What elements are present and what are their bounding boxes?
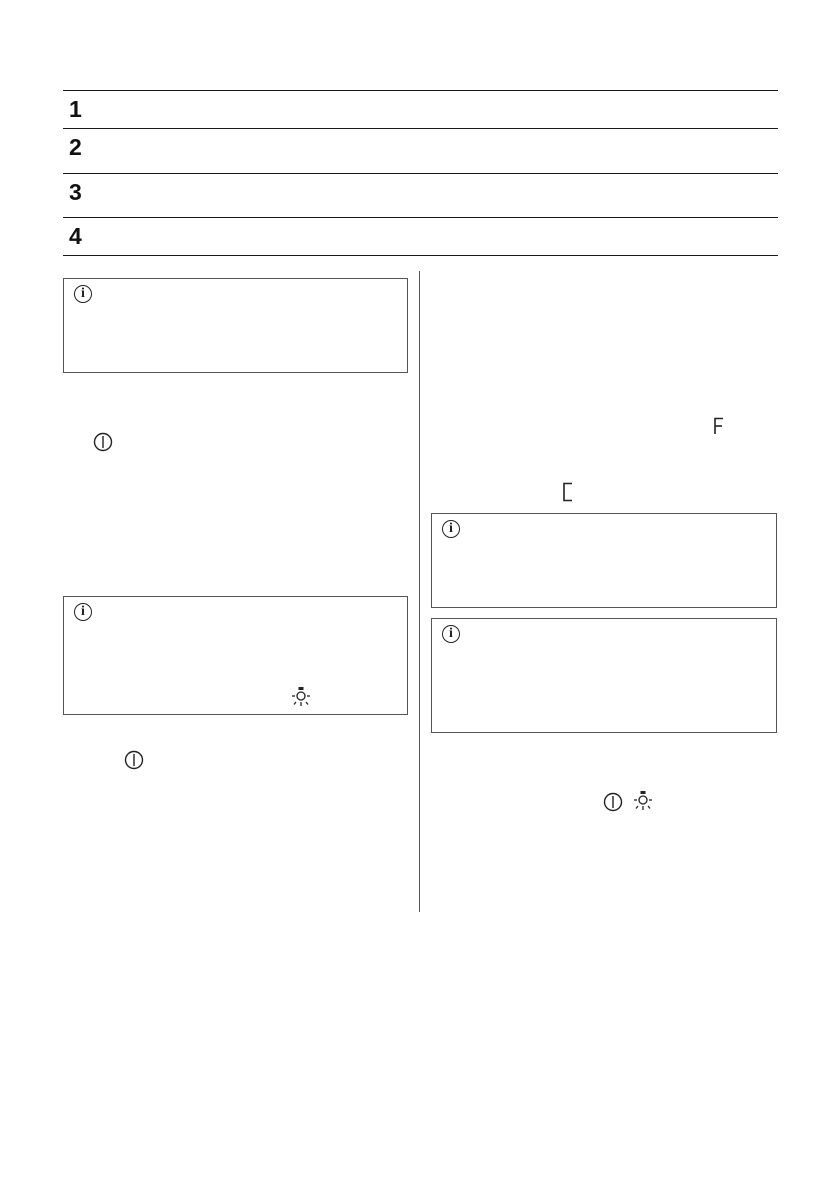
- info-note: [431, 618, 777, 733]
- row-number: 2: [69, 134, 82, 160]
- power-icon: [93, 432, 113, 452]
- info-icon: i: [442, 625, 460, 643]
- table-row: [63, 217, 778, 256]
- row-number: 1: [69, 96, 82, 122]
- info-note: [63, 278, 408, 373]
- table-row: [63, 128, 778, 173]
- table-row: [63, 90, 778, 128]
- power-icon: [603, 792, 623, 812]
- info-icon: i: [442, 520, 460, 538]
- row-number: 3: [69, 179, 82, 205]
- display-f-symbol: [713, 417, 725, 435]
- light-icon: [632, 790, 654, 812]
- row-number: 4: [69, 223, 82, 249]
- info-icon: i: [74, 603, 92, 621]
- power-icon: [124, 750, 144, 770]
- info-icon: i: [74, 285, 92, 303]
- table-row: [63, 173, 778, 217]
- light-icon: [290, 686, 312, 708]
- info-note: [63, 596, 408, 715]
- numbered-table: [63, 90, 778, 256]
- info-note: [431, 513, 777, 608]
- column-divider: [419, 271, 420, 912]
- display-c-symbol: [562, 482, 574, 502]
